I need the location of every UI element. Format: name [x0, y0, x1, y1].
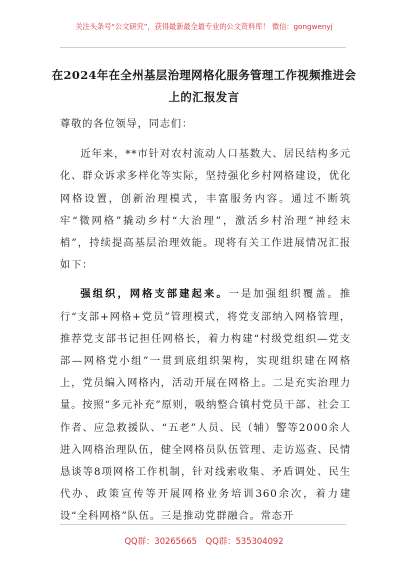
header-divider [60, 47, 346, 48]
footer-qq-group-2: QQ群：535304092 [205, 536, 284, 546]
greeting: 尊敬的各位领导，同志们： [60, 119, 194, 130]
section1-heading: 强组织，网格支部建起来。 [80, 288, 229, 301]
document-title [0, 64, 408, 108]
section1-paragraph [60, 283, 351, 528]
title-line-2: 上的汇报发言 [168, 90, 240, 104]
section1-body: 一是加强组织覆盖。推行“支部+网格+党员”管理模式，将党支部纳入网格管理，推荐党支部书记担任网格长，着力构建“村级党组织—党支部—网格党小组”一贯到底组织架构，实现组织建在网格上，党员编入网格内，活动开展在网格上。二是充实治理力量。按照“多元补充”原则，吸纳整合镇村党员干部、社会工作者、应急救援队、“五老”人员、民（辅）警等2000余人进入网格治理队伍，健全网格员队伍管理、走访巡查、民情恳谈等8项网格工作机制，针对线索收集、矛盾调处、民生代办、政策宣传等开展网格业务培训360余次，着力建设“全科网格”队伍。三是推动党群融合。常态开 [60, 289, 351, 523]
title-line-1: 在2024年在全州基层治理网格化服务管理工作视频推进会 [51, 68, 357, 82]
document-body [60, 114, 351, 529]
footer-qq-group-1: QQ群：30265665 [124, 536, 197, 546]
header-banner: 关注头条号“公文研究”，获得最新最全最专业的公文资料库！ 微信：gongwenyj [75, 22, 333, 31]
footer [0, 535, 408, 547]
footer-divider [60, 524, 346, 525]
intro-paragraph: 近年来，**市针对农村流动人口基数大、居民结构多元化、群众诉求多样化等实际，坚持强化乡村网格建设，优化网格设置，创新治理模式，丰富服务内容。通过不断筑牢“微网格”撬动乡村“大治理”，激活乡村治理“神经末梢”，持续提高基层治理效能。现将有关工作进展情况汇报如下： [60, 149, 351, 272]
